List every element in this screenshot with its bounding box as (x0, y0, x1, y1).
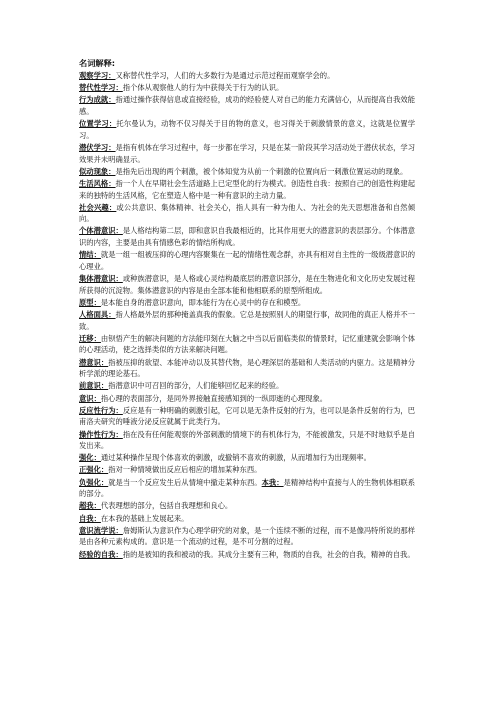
definition: 由钡悟产生的解决问题的方法能印刻在大脑之中当以后面临类似的情景时，记忆重建就会影响个体的心理活动，使之选择类似的方法来解决问题。 (79, 333, 416, 355)
term: 集体潜意识： (79, 274, 123, 284)
entry-empirical-self (79, 549, 415, 561)
term: 意识流学说： (79, 525, 123, 535)
entry-place-learning (79, 118, 415, 141)
entry-personal-unconscious (79, 225, 415, 248)
definition: 在本我的基础上发展起来。 (100, 513, 189, 523)
entry-reinforcement (79, 452, 415, 464)
entry-social-interest (79, 202, 415, 225)
definition: 或公共意识、集体精神、社会关心，指人具有一种为他人、为社会的先天思想准备和自然倾向。 (79, 202, 416, 224)
definition: 就是当一个反应发生后从情境中撤走某种东西。 (108, 477, 262, 487)
term: 超我： (79, 501, 101, 511)
term: 强化： (79, 453, 101, 463)
entry-respondent-behavior (79, 405, 415, 428)
definition: 指在没有任何能观察的外部刺激的情境下的有机体行为，不能被激发，只是不时地似乎是自发出来。 (79, 429, 415, 451)
definition: 是指先后出现的两个刺激，被个体知觉为从前一个刺激的位置向后一刺激位置运动的现象。 (115, 166, 408, 176)
definition: 代表理想的部分，包括自我理想和良心。 (100, 501, 233, 511)
definition: 是本能自身的潜意识意向，即本能行为在心灵中的存在和模型。 (100, 297, 306, 307)
term: 自我： (79, 513, 101, 523)
definition: 反应是有一种明确的刺激引起，它可以是无条件反射的行为，也可以是条件反射的行为，巴甫洛夫研究的唾液分泌反应就属于此类行为。 (79, 405, 415, 427)
term-id: 本我： (261, 477, 284, 487)
entry-collective-unconscious (79, 273, 415, 296)
entry-negative-reinforcement (79, 477, 415, 500)
definition: 是指有机体在学习过程中，每一步都在学习，只是在某一阶段其学习活动处于潜伏状态，学习效果并未明确显示。 (79, 142, 416, 164)
term: 位置学习： (79, 119, 117, 129)
term: 替代性学习： (79, 83, 123, 93)
section-heading: 名词解释: (79, 58, 116, 68)
entry-superego (79, 500, 415, 512)
definition: 指心理的表面部分，是同外界接触直接感知到的一纵即逝的心理现象。 (100, 393, 328, 403)
term: 潜意识： (79, 357, 109, 367)
definition: 指通过操作获得信息或直接经验，成功的经验使人对自己的能力充满信心，从而提高自我效能感。 (79, 95, 416, 116)
document-page (79, 58, 415, 561)
term: 情结： (79, 250, 101, 260)
term: 人格面具： (79, 310, 116, 319)
entry-operant-behavior (79, 429, 415, 452)
entry-positive-reinforcement (79, 464, 415, 476)
term: 意识： (79, 393, 101, 403)
definition: 是人格结构第二层，即和意识自我最相近的，比其作用更大的潜意识的表层部分。个体潜意识的内容，主要是由具有情感色彩的情结所构成。 (79, 226, 415, 248)
term: 社会兴趣： (79, 202, 117, 212)
term: 反应性行为： (79, 405, 123, 415)
term: 前意识： (79, 381, 109, 391)
definition: 指的是被知的我和被动的我。其成分主要有三种，物质的自我，社会的自我，精神的自我。 (122, 549, 415, 559)
term: 行为成就： (79, 95, 116, 105)
entry-ego (79, 513, 415, 525)
definition: 或种族潜意识，是人格或心灵结构最底层的潜意识部分，是在生物进化和文化历史发展过程所获得的沉淀物。集体潜意识的内容是由全部本能和他相联系的原型所组成。 (79, 274, 415, 295)
term: 负强化： (79, 477, 109, 487)
term: 正强化： (79, 465, 109, 475)
term: 潜伏学习： (79, 142, 116, 152)
entry-persona (79, 309, 415, 332)
definition: 就是一组一组被压抑的心理内容聚集在一起的情绪性观念群，亦具有相对自主性的一级级潜意识的心理业。 (79, 250, 416, 271)
definition: 通过某种操作呈现个体喜欢的刺激，或撤销不喜欢的刺激，从而增加行为出现频率。 (100, 453, 371, 463)
term: 迁移： (79, 333, 101, 343)
term: 原型： (79, 297, 101, 307)
definition: 指一个人在早期社会生活道路上已定型化的行为模式。创造性自我：按照自己的创造性构建起来的独特的生活风格，它在塑造人格中是一种有意识的主动力量。 (79, 178, 416, 200)
entry-complex (79, 249, 415, 272)
term: 操作性行为： (79, 429, 123, 439)
entry-consciousness (79, 393, 415, 405)
definition: 指被压抑的欲望、本能冲动以及其替代物，是心理深层的基础和人类活动的内驱力。这是精神分析学派的理论基石。 (79, 357, 415, 379)
entry-observational-learning (79, 70, 415, 82)
entry-vicarious-learning (79, 82, 415, 94)
definition: 詹姆斯认为意识作为心理学研究的对象，是一个连续不断的过程，而不是像冯特所说的那样是由各种元素构成的。意识是一个流动的过程，是不可分割的过程。 (79, 525, 415, 547)
entry-life-style (79, 178, 415, 201)
entry-archetype (79, 297, 415, 309)
definition: 指个体从观察他人的行为中获得关于行为的认识。 (122, 83, 284, 93)
entry-transfer (79, 333, 415, 356)
term: 生活风格： (79, 178, 116, 188)
term: 观察学习： (79, 71, 116, 80)
entry-unconscious (79, 357, 415, 380)
entry-latent-learning (79, 142, 415, 165)
definition: 指人格最外层的那种掩盖真我的假象。它总是按照别人的期望行事，故同他的真正人格并不一致。 (79, 310, 416, 331)
definition: 托尔曼认为，动物不仅习得关于目的物的意义，也习得关于刺激情景的意义，这就是位置学习。 (79, 119, 416, 140)
definition: 又称替代性学习，人们的大多数行为是通过示范过程而观察学会的。 (115, 71, 335, 80)
definition-id: 是精神结构中直接与人的生物机体相联系的部分。 (79, 477, 416, 499)
entry-apparent-motion (79, 166, 415, 178)
definition: 指对一种情境做出反应后相应的增加某种东西。 (108, 465, 262, 475)
entry-preconscious (79, 380, 415, 392)
term: 似动现象： (79, 166, 116, 176)
term: 经验的自我： (79, 549, 123, 559)
entry-stream-of-consciousness (79, 525, 415, 548)
definition: 指潜意识中可召回的部分，人们能够回忆起来的经验。 (108, 381, 284, 391)
entry-behavior-achievement (79, 94, 415, 117)
term: 个体潜意识： (79, 226, 123, 236)
